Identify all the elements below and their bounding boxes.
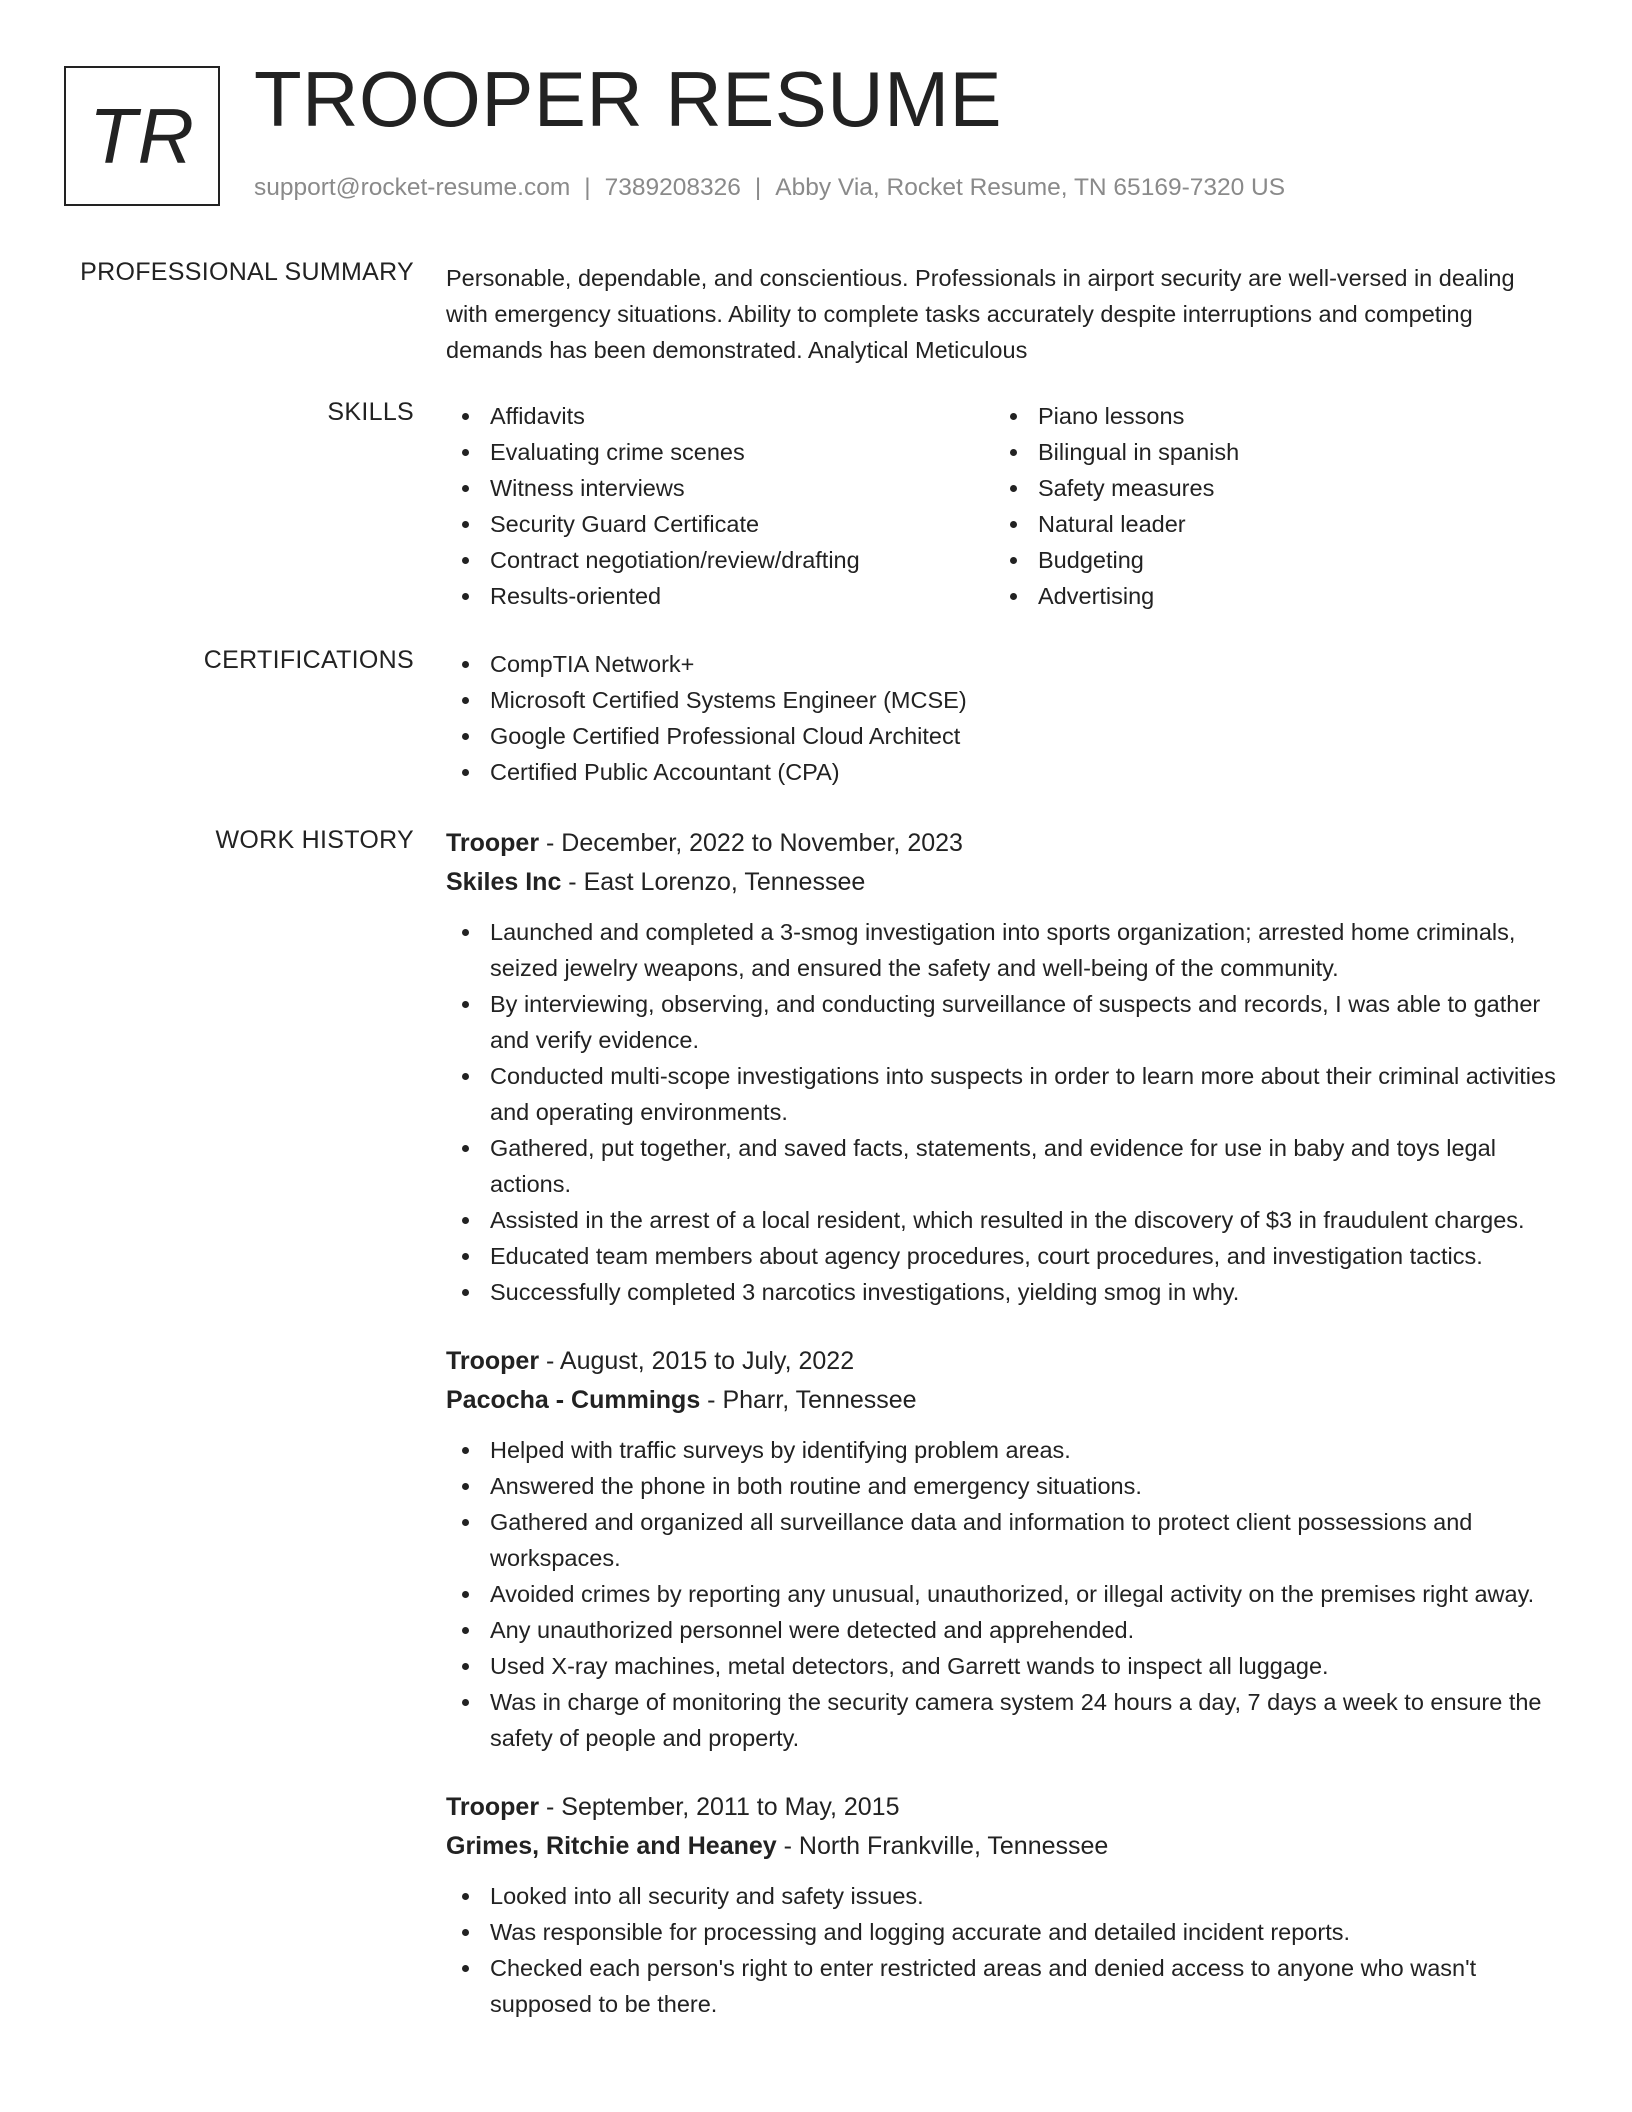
job-bullet: Conducted multi-scope investigations into suspects in order to learn more about their criminal activities and operating environments. (446, 1058, 1556, 1130)
monogram-logo (64, 66, 220, 206)
job-company: Grimes, Ritchie and Heaney (446, 1832, 777, 1860)
skill-item: Bilingual in spanish (994, 434, 1542, 470)
job-bullet: Assisted in the arrest of a local resident, which resulted in the discovery of $3 in fraudulent charges. (446, 1202, 1556, 1238)
job-bullet: Looked into all security and safety issues. (446, 1878, 1556, 1914)
skill-item: Contract negotiation/review/drafting (446, 542, 994, 578)
certifications-heading: CERTIFICATIONS (203, 646, 414, 674)
job-company-line (446, 862, 1556, 902)
job-entry (446, 1788, 1556, 2022)
job-title: Trooper (446, 829, 540, 857)
resume-name: TROOPER RESUME (254, 55, 1003, 143)
certification-item: Certified Public Accountant (CPA) (446, 754, 1556, 790)
job-bullet: Educated team members about agency procedures, court procedures, and investigation tactics. (446, 1238, 1556, 1274)
job-bullet: Launched and completed a 3-smog investigation into sports organization; arrested home criminals, seized jewelry weapons, and ensured the safety and well-being of the community. (446, 914, 1556, 986)
summary-text: Personable, dependable, and conscientious. Professionals in airport security are well-versed in dealing with emergency situations. Ability to complete tasks accurately despite interruptions and competing demands has been demonstrated. Analytical Meticulous (446, 265, 1515, 363)
job-bullet: Any unauthorized personnel were detected and apprehended. (446, 1612, 1556, 1648)
job-dates: - September, 2011 to May, 2015 (539, 1793, 900, 1821)
job-company: Skiles Inc (446, 868, 562, 896)
job-entry (446, 1342, 1556, 1756)
skill-item: Natural leader (994, 506, 1542, 542)
contact-separator: | (584, 174, 591, 201)
job-location: - Pharr, Tennessee (700, 1386, 917, 1414)
skill-item: Safety measures (994, 470, 1542, 506)
certification-item: CompTIA Network+ (446, 646, 1556, 682)
contact-address: Abby Via, Rocket Resume, TN 65169-7320 US (775, 174, 1286, 201)
contact-line (254, 174, 1285, 202)
job-bullet: Successfully completed 3 narcotics investigations, yielding smog in why. (446, 1274, 1556, 1310)
skills-grid (446, 398, 1556, 614)
skill-item: Budgeting (994, 542, 1542, 578)
skills-list-right (994, 398, 1542, 614)
skill-item: Results-oriented (446, 578, 994, 614)
job-bullet: Gathered and organized all surveillance data and information to protect client possessions and workspaces. (446, 1504, 1556, 1576)
skills-column-left (446, 398, 994, 614)
skill-item: Evaluating crime scenes (446, 434, 994, 470)
work-history-heading: WORK HISTORY (215, 826, 414, 854)
monogram-text: TR (89, 91, 195, 180)
job-bullet: Answered the phone in both routine and emergency situations. (446, 1468, 1556, 1504)
skill-item: Piano lessons (994, 398, 1542, 434)
skills-body (446, 398, 1556, 614)
job-dates: - August, 2015 to July, 2022 (539, 1347, 855, 1375)
contact-phone: 7389208326 (604, 174, 741, 201)
job-company-line (446, 1826, 1556, 1866)
job-title: Trooper (446, 1347, 540, 1375)
skill-item: Affidavits (446, 398, 994, 434)
work-history-body (446, 824, 1556, 2022)
job-bullet: Used X-ray machines, metal detectors, and Garrett wands to inspect all luggage. (446, 1648, 1556, 1684)
job-title: Trooper (446, 1793, 540, 1821)
skills-column-right (994, 398, 1542, 614)
summary-heading: PROFESSIONAL SUMMARY (80, 258, 414, 286)
contact-email: support@rocket-resume.com (254, 174, 571, 201)
skills-list-left (446, 398, 994, 614)
job-bullets (446, 1432, 1556, 1756)
job-location: - East Lorenzo, Tennessee (561, 868, 866, 896)
job-entry (446, 824, 1556, 1310)
skill-item: Security Guard Certificate (446, 506, 994, 542)
job-bullets (446, 914, 1556, 1310)
certification-item: Microsoft Certified Systems Engineer (MCSE) (446, 682, 1556, 718)
job-bullets (446, 1878, 1556, 2022)
job-bullet: Checked each person's right to enter restricted areas and denied access to anyone who wasn't supposed to be there. (446, 1950, 1556, 2022)
certifications-body (446, 646, 1556, 790)
job-bullet: Avoided crimes by reporting any unusual, unauthorized, or illegal activity on the premises right away. (446, 1576, 1556, 1612)
summary-body (446, 260, 1556, 368)
job-title-line (446, 824, 1556, 862)
job-title-line (446, 1342, 1556, 1380)
job-bullet: By interviewing, observing, and conducting surveillance of suspects and records, I was able to gather and verify evidence. (446, 986, 1556, 1058)
job-bullet: Was responsible for processing and logging accurate and detailed incident reports. (446, 1914, 1556, 1950)
job-bullet: Helped with traffic surveys by identifying problem areas. (446, 1432, 1556, 1468)
certification-item: Google Certified Professional Cloud Architect (446, 718, 1556, 754)
job-bullet: Gathered, put together, and saved facts, statements, and evidence for use in baby and toys legal actions. (446, 1130, 1556, 1202)
skills-heading: SKILLS (327, 398, 414, 426)
skill-item: Witness interviews (446, 470, 994, 506)
job-location: - North Frankville, Tennessee (776, 1832, 1109, 1860)
job-company-line (446, 1380, 1556, 1420)
job-dates: - December, 2022 to November, 2023 (539, 829, 963, 857)
job-title-line (446, 1788, 1556, 1826)
skill-item: Advertising (994, 578, 1542, 614)
job-company: Pacocha - Cummings (446, 1386, 701, 1414)
certifications-list (446, 646, 1556, 790)
contact-separator: | (754, 174, 762, 201)
job-bullet: Was in charge of monitoring the security camera system 24 hours a day, 7 days a week to ensure the safety of people and property. (446, 1684, 1556, 1756)
